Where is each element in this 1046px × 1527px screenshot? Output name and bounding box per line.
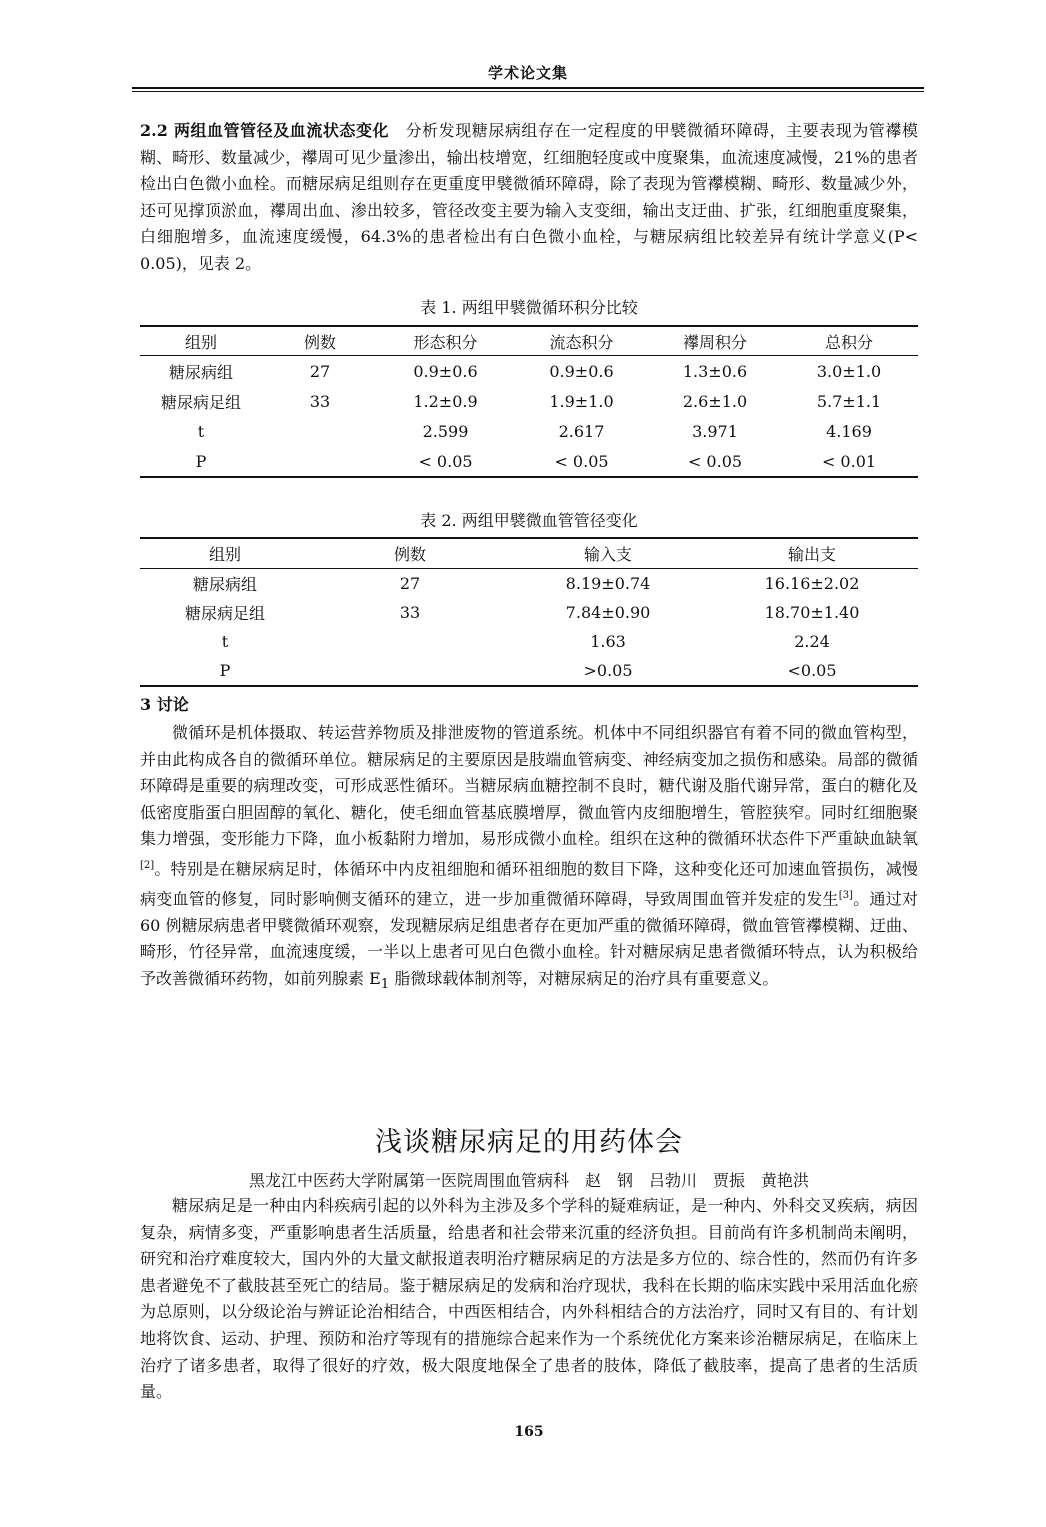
table-cell: 2.24 bbox=[794, 632, 830, 651]
table-1-caption: 表 1. 两组甲襞微循环积分比较 bbox=[420, 298, 638, 317]
table-cell: < 0.01 bbox=[821, 451, 877, 471]
table-cell: 4.169 bbox=[826, 421, 872, 441]
table-cell: 1.9±1.0 bbox=[549, 391, 614, 411]
table-row bbox=[140, 386, 918, 416]
table-cell: >0.05 bbox=[583, 661, 633, 680]
table-cell: 1.3±0.6 bbox=[682, 361, 748, 381]
table-row bbox=[140, 656, 918, 686]
table-cell: 糖尿病组 bbox=[192, 575, 257, 594]
running-header: 学术论文集 bbox=[487, 64, 568, 82]
table-cell: 27 bbox=[399, 574, 421, 593]
table-cell: < 0.05 bbox=[554, 451, 609, 471]
table-header-cell: 流态积分 bbox=[549, 332, 614, 352]
table-cell: 16.16±2.02 bbox=[764, 574, 860, 593]
header-rule-thick bbox=[132, 87, 924, 89]
table-cell: 8.19±0.74 bbox=[565, 574, 651, 593]
table-header-cell: 输出支 bbox=[787, 545, 836, 564]
table-row bbox=[140, 627, 918, 656]
discussion-paragraph bbox=[140, 720, 918, 999]
table-cell: < 0.05 bbox=[687, 451, 743, 471]
page-number: 165 bbox=[514, 1424, 544, 1440]
table-cell: 0.9±0.6 bbox=[549, 361, 614, 381]
discussion-text: 。通过对 60 例糖尿病患者甲襞微循环观察，发现糖尿病足组患者存在更加严重的微循环障碍，微血管管襻模糊、迂曲、畸形，竹径异常，血流速度缓，一半以上患者可见白色微小血栓。针对糖尿病足患者微循环特点，认为积极给予改善微循环药物，如前列腺素 E bbox=[140, 889, 918, 988]
table-cell: 糖尿病足组 bbox=[184, 604, 265, 623]
section-2-2-body: 分析发现糖尿病组存在一定程度的甲襞微循环障碍，主要表现为管襻模糊、畸形、数量减少，襻周可见少量渗出，输出枝增宽，红细胞轻度或中度聚集，血流速度减慢，21%的患者检出白色微小血栓。而糖尿病足组则存在更重度甲襞微循环障碍，除了表现为管襻模糊、畸形、数量减少外，还可见撑顶淤血，襻周出血、渗出较多，管径改变主要为输入支变细，输出支迂曲、扩张，红细胞重度聚集，白细胞增多，血流速度缓慢，64.3%的患者检出有白色微小血栓，与糖尿病组比较差异有统计学意义(P< 0.05)，见表 2。 bbox=[140, 121, 918, 273]
table-cell: t bbox=[197, 421, 205, 441]
citation-ref: [2] bbox=[140, 859, 155, 871]
article-title: 浅谈糖尿病足的用药体会 bbox=[375, 1127, 683, 1158]
table-header-cell: 形态积分 bbox=[413, 332, 478, 352]
table-cell: < 0.05 bbox=[418, 451, 473, 471]
table-row bbox=[140, 598, 918, 627]
table-2 bbox=[140, 537, 918, 687]
table-header-row bbox=[140, 538, 918, 569]
discussion-text: 脂微球载体制剂等，对糖尿病足的治疗具有重要意义。 bbox=[389, 969, 779, 988]
table-cell: 5.7±1.1 bbox=[816, 391, 882, 411]
table-header-row bbox=[140, 326, 918, 356]
table-cell: 2.617 bbox=[558, 421, 605, 441]
table-2-caption: 表 2. 两组甲襞微血管管径变化 bbox=[420, 511, 638, 530]
table-cell: 1.2±0.9 bbox=[413, 391, 478, 411]
table-cell: 1.63 bbox=[590, 632, 626, 651]
table-header-cell: 襻周积分 bbox=[682, 332, 747, 352]
table-cell: 2.599 bbox=[422, 421, 469, 441]
table-cell: 糖尿病组 bbox=[168, 362, 233, 382]
table-header-cell: 组别 bbox=[184, 332, 217, 352]
table-cell: 0.9±0.6 bbox=[413, 361, 478, 381]
table-header-cell: 输入支 bbox=[583, 545, 632, 564]
table-cell: 18.70±1.40 bbox=[764, 603, 860, 622]
table-row bbox=[140, 446, 918, 477]
table-cell bbox=[262, 416, 378, 446]
citation-ref: [3] bbox=[838, 889, 853, 901]
table-cell: 2.6±1.0 bbox=[682, 391, 748, 411]
subscript: 1 bbox=[380, 977, 390, 993]
section-3-heading: 3 讨论 bbox=[140, 695, 189, 714]
table-cell: P bbox=[219, 661, 231, 680]
discussion-text: 微循环是机体摄取、转运营养物质及排泄废物的管道系统。机体中不同组织器官有着不同的微血管构型，并由此构成各自的微循环单位。糖尿病足的主要原因是肢端血管病变、神经病变加之损伤和感染。局部的微循环障碍是重要的病理改变，可形成恶性循环。当糖尿病血糖控制不良时，糖代谢及脂代谢异常，蛋白的糖化及低密度脂蛋白胆固醇的氧化、糖化，使毛细血管基底膜增厚，微血管内皮细胞增生，管腔狭窄。同时红细胞聚集力增强，变形能力下降，血小板黏附力增加，易形成微小血栓。组织在这种的微循环状态件下严重缺血缺氧 bbox=[140, 723, 918, 849]
table-cell: 3.971 bbox=[692, 421, 738, 441]
header-rule-thin bbox=[132, 91, 924, 92]
table-cell: P bbox=[195, 451, 207, 471]
table-row bbox=[140, 356, 918, 387]
table-cell bbox=[310, 627, 510, 656]
article-byline: 黑龙江中医药大学附属第一医院周围血管病科 赵 钢 吕勃川 贾振 黄艳洪 bbox=[248, 1171, 809, 1190]
article-body-paragraph: 糖尿病足是一种由内科疾病引起的以外科为主涉及多个学科的疑难病证，是一种内、外科交叉疾病，病因复杂，病情多变，严重影响患者生活质量，给患者和社会带来沉重的经济负担。目前尚有许多机制尚未阐明，研究和治疗难度较大，国内外的大量文献报道表明治疗糖尿病足的方法是多方位的、综合性的，然而仍有许多患者避免不了截肢甚至死亡的结局。鉴于糖尿病足的发病和治疗现状，我科在长期的临床实践中采用活血化瘀为总原则，以分级论治与辨证论治相结合，中西医相结合，内外科相结合的方法治疗，同时又有目的、有计划地将饮食、运动、护理、预防和治疗等现有的措施综合起来作为一个系统优化方案来诊治糖尿病足，在临床上治疗了诸多患者，取得了很好的疗效，极大限度地保全了患者的肢体，降低了截肢率，提高了患者的生活质量。 bbox=[140, 1196, 918, 1402]
table-cell bbox=[262, 446, 378, 477]
table-row bbox=[140, 416, 918, 446]
table-cell: 33 bbox=[399, 603, 421, 622]
table-1 bbox=[140, 325, 918, 478]
table-cell: 33 bbox=[309, 391, 331, 411]
table-cell: t bbox=[221, 632, 229, 651]
table-cell: <0.05 bbox=[787, 661, 837, 680]
table-cell: 27 bbox=[309, 361, 331, 381]
table-cell: 糖尿病足组 bbox=[160, 392, 241, 412]
table-cell: 7.84±0.90 bbox=[565, 603, 651, 622]
section-2-2-paragraph bbox=[140, 118, 918, 278]
table-cell: 3.0±1.0 bbox=[816, 361, 882, 381]
table-header-cell: 例数 bbox=[303, 332, 336, 352]
section-2-2-heading: 2.2 两组血管管径及血流状态变化 bbox=[140, 121, 390, 140]
discussion-text: 。特别是在糖尿病足时，体循环中内皮祖细胞和循环祖细胞的数目下降，这种变化还可加速血管损伤，减慢病变血管的修复，同时影响侧支循环的建立，进一步加重微循环障碍，导致周围血管并发症的发生 bbox=[140, 859, 918, 909]
table-row bbox=[140, 569, 918, 599]
table-header-cell: 总积分 bbox=[824, 332, 873, 352]
table-header-cell: 例数 bbox=[393, 545, 426, 564]
table-header-cell: 组别 bbox=[208, 545, 241, 564]
table-cell bbox=[310, 656, 510, 686]
